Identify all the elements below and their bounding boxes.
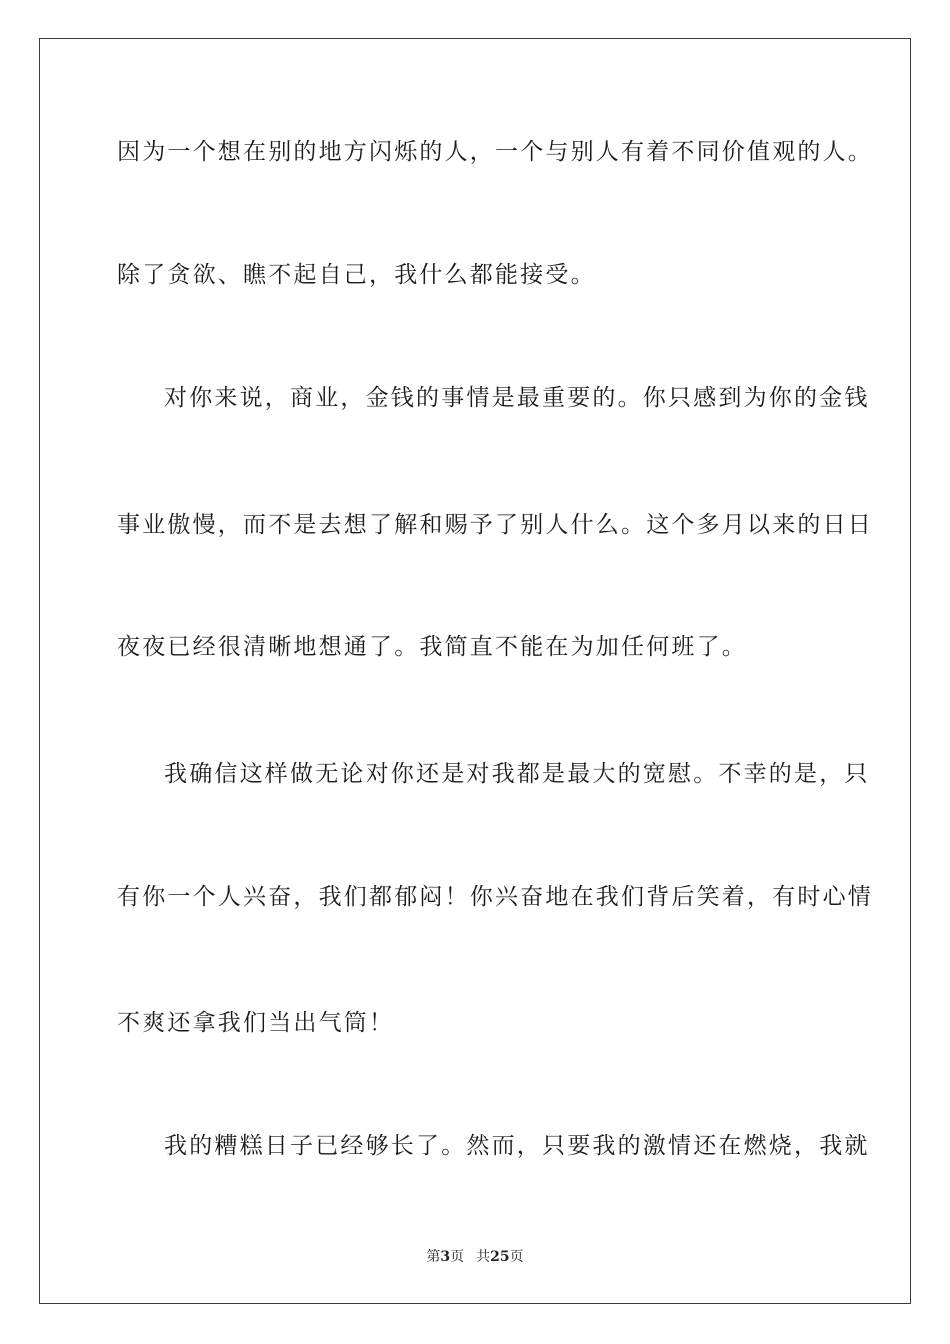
body-text-line-3: 对你来说，商业，金钱的事情是最重要的。你只感到为你的金钱 xyxy=(164,385,870,411)
body-text-line-1: 因为一个想在别的地方闪烁的人，一个与别人有着不同价值观的人。 xyxy=(117,139,873,165)
page-number-label: 第3页 xyxy=(426,1249,465,1265)
total-pages-label: 共25页 xyxy=(476,1249,524,1265)
page-footer xyxy=(0,1246,950,1266)
body-text-line-9: 我的糟糕日子已经够长了。然而，只要我的激情还在燃烧，我就 xyxy=(164,1133,870,1159)
body-text-line-2: 除了贪欲、瞧不起自己，我什么都能接受。 xyxy=(117,262,596,288)
body-text-line-5: 夜夜已经很清晰地想通了。我简直不能在为加任何班了。 xyxy=(117,634,747,660)
body-text-line-8: 不爽还拿我们当出气筒！ xyxy=(117,1010,395,1036)
body-text-line-6: 我确信这样做无论对你还是对我都是最大的宽慰。不幸的是，只 xyxy=(164,761,870,787)
page-border xyxy=(39,38,911,1304)
body-text-line-4: 事业傲慢，而不是去想了解和赐予了别人什么。这个多月以来的日日 xyxy=(117,512,873,538)
body-text-line-7: 有你一个人兴奋，我们都郁闷！你兴奋地在我们背后笑着，有时心情 xyxy=(117,884,873,910)
